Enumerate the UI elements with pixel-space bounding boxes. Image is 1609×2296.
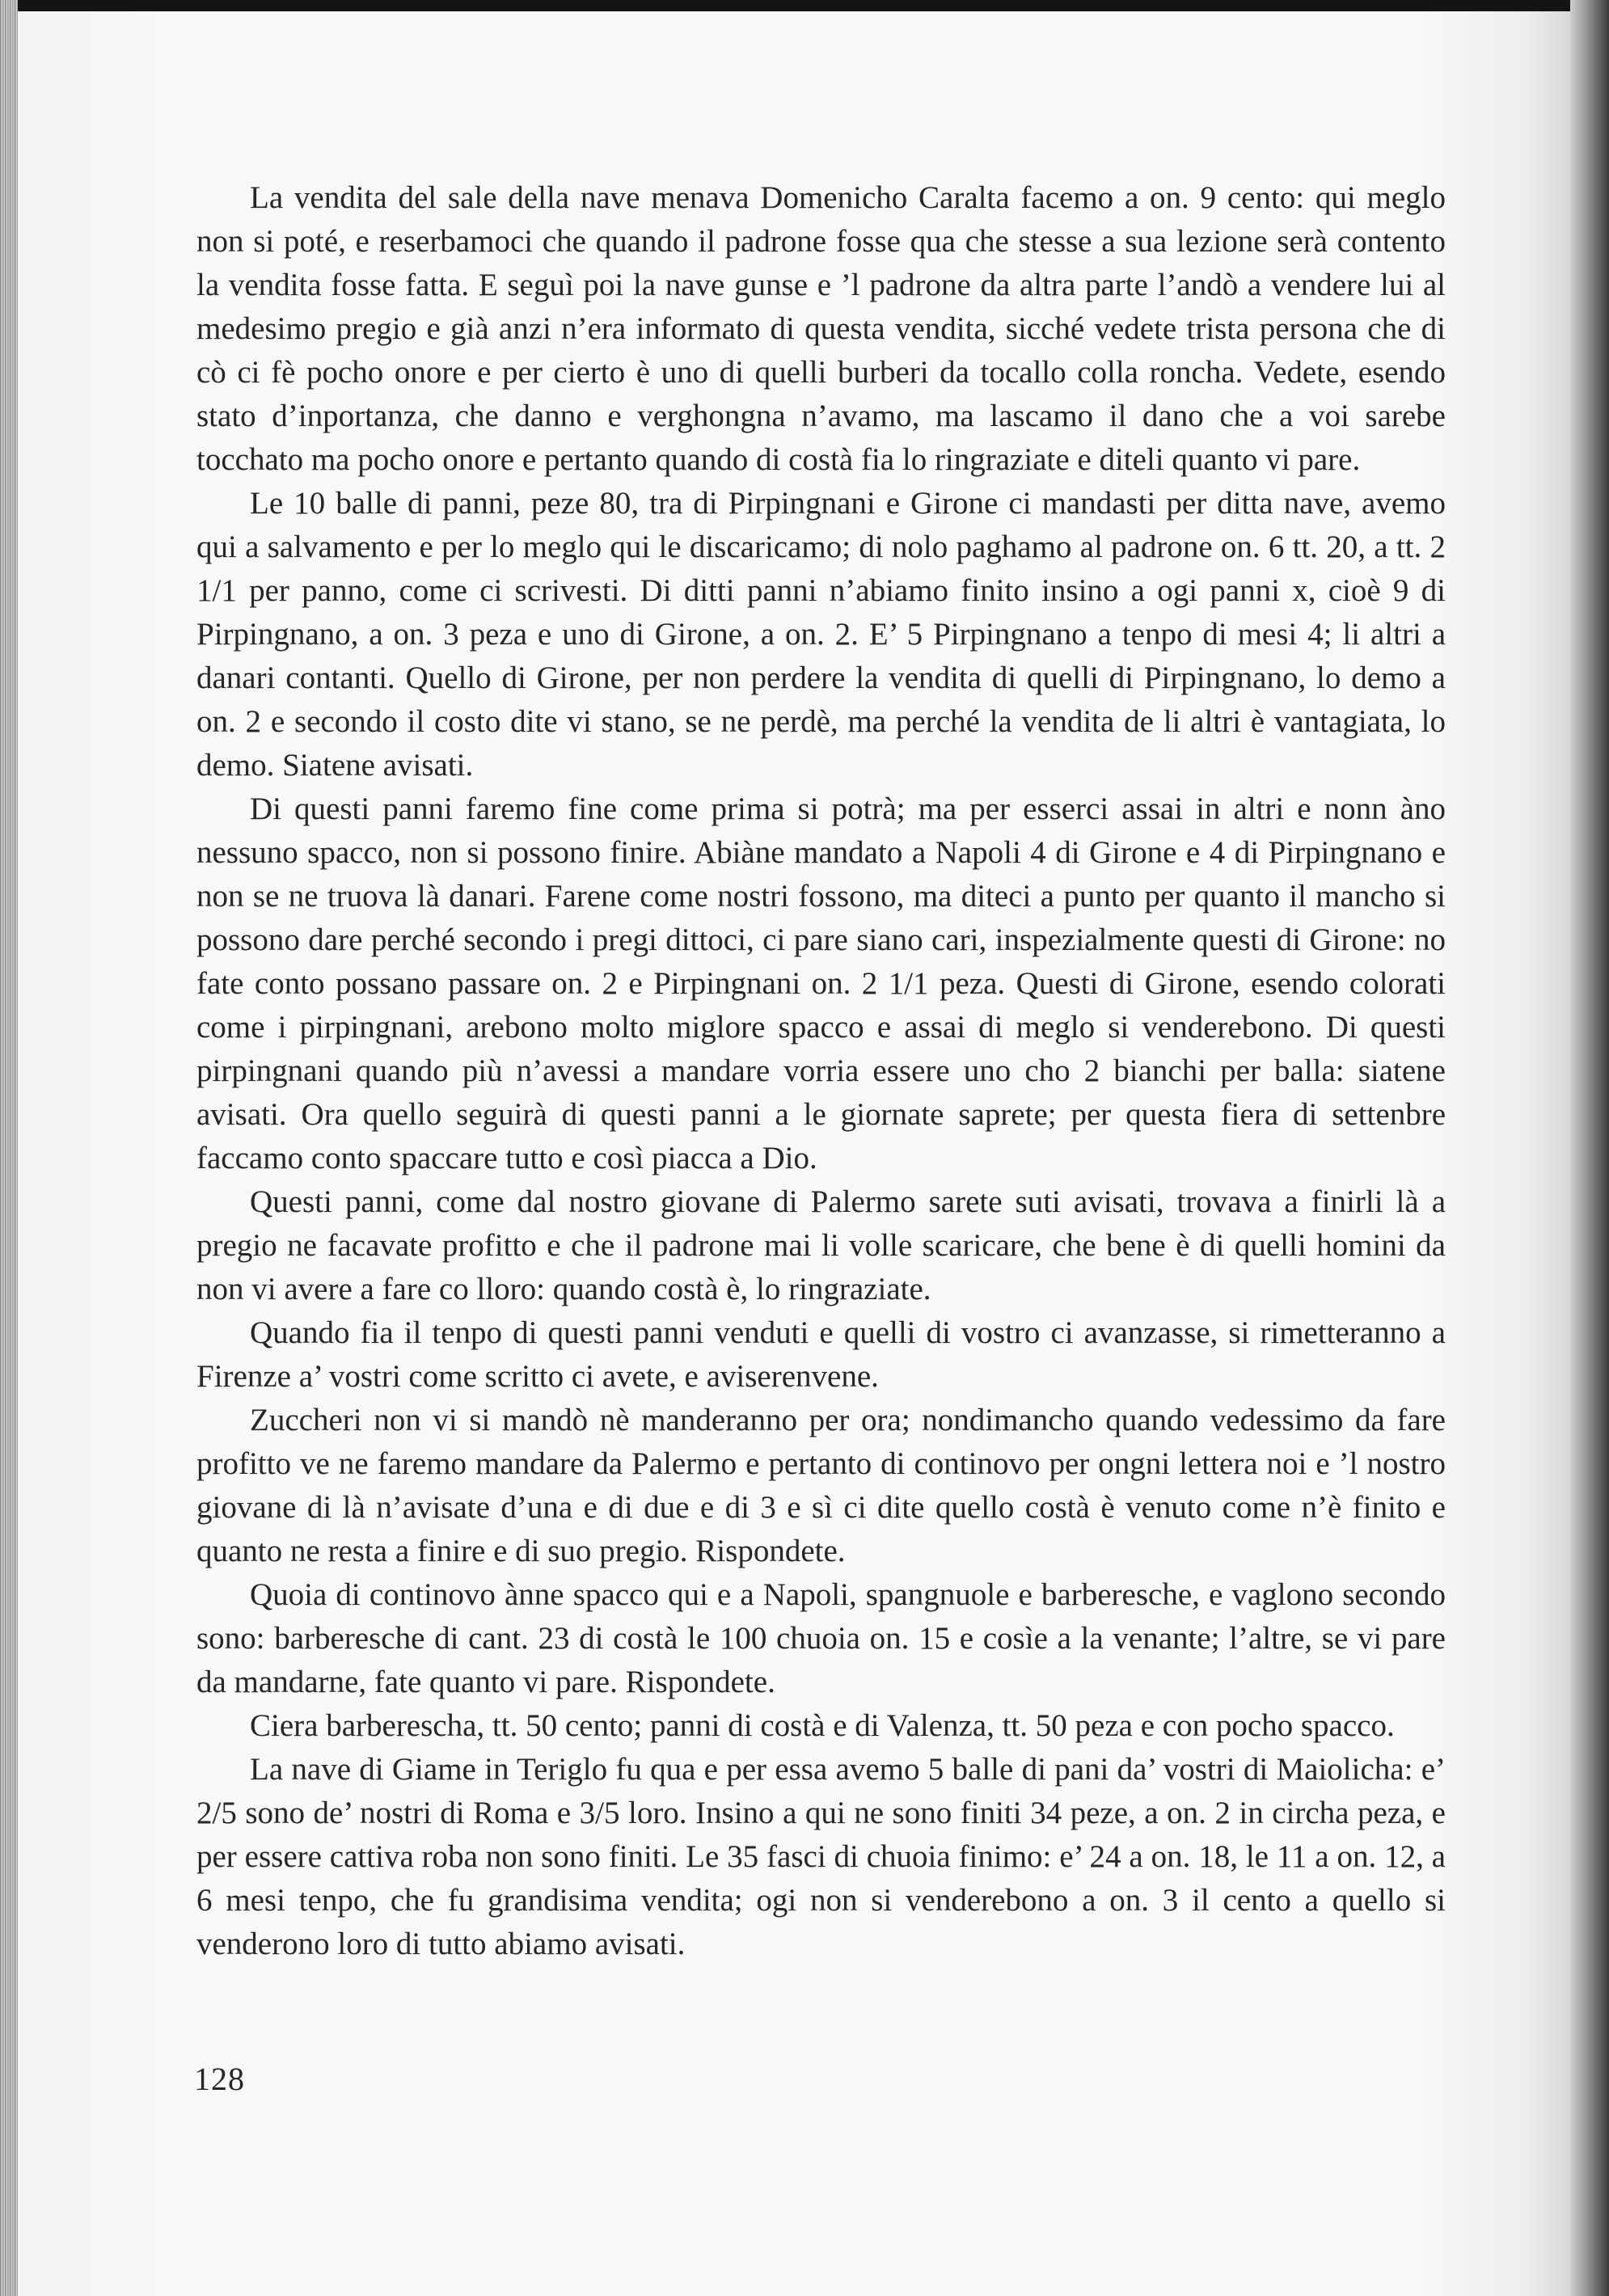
scan-top-border xyxy=(0,0,1609,11)
page-number: 128 xyxy=(194,2061,245,2097)
book-gutter xyxy=(1570,0,1609,2296)
paragraph: La nave di Giame in Teriglo fu qua e per essa avemo 5 balle di pani da’ vostri di Maiolicha: e’ 2/5 sono de’ nostri di Roma e 3/5 loro. Insino a qui ne sono finiti 34 peze, a on. 2 in circha peza, e per essere cattiva roba non sono finiti. Le 35 fasci di chuoia finimo: e’ 24 a on. 18, le 11 a on. 12, a 6 mesi tenpo, che fu grandisima vendita; ogi non si venderebono a on. 3 il cento a quello si venderono loro di tutto abiamo avisati. xyxy=(196,1752,1446,1961)
paragraph: Questi panni, come dal nostro giovane di Palermo sarete suti avisati, trovava a finirli là a pregio ne facavate profitto e che il padrone mai li volle scaricare, che bene è di quelli homini da non vi avere a fare co lloro: quando costà è, lo ringraziate. xyxy=(196,1184,1446,1306)
paragraph: Zuccheri non vi si mandò nè manderanno per ora; nondimancho quando vedessimo da fare profitto ve ne faremo mandare da Palermo e pertanto di continovo per ongni lettera noi e ’l nostro giovane di là n’avisate d’una e di due e di 3 e sì ci dite quello costà è venuto come n’è finito e quanto ne resta a finire e di suo pregio. Rispondete. xyxy=(196,1403,1446,1568)
paragraph: Quando fia il tenpo di questi panni venduti e quelli di vostro ci avanzasse, si rimetteranno a Firenze a’ vostri come scritto ci avete, e aviserenvene. xyxy=(196,1315,1446,1394)
body-text xyxy=(196,176,1446,1966)
paragraph: La vendita del sale della nave menava Domenicho Caralta facemo a on. 9 cento: qui meglo non si poté, e reserbamoci che quando il padrone fosse qua che stesse a sua lezione serà contento la vendita fosse fatta. E seguì poi la nave gunse e ’l padrone da altra parte l’andò a vendere lui al medesimo pregio e già anzi n’era informato di questa vendita, sicché vedete trista persona che di cò ci fè pocho onore e per cierto è uno di quelli burberi da tocallo colla roncha. Vedete, esendo stato d’inportanza, che danno e verghongna n’avamo, ma lascamo il dano che a voi sarebe tocchato ma pocho onore e pertanto quando di costà fia lo ringraziate e diteli quanto vi pare. xyxy=(196,180,1446,477)
paragraph: Quoia di continovo ànne spacco qui e a Napoli, spangnuole e barberesche, e vaglono secondo sono: barberesche di cant. 23 di costà le 100 chuoia on. 15 e cosìe a la venante; l’altre, se vi pare da mandarne, fate quanto vi pare. Rispondete. xyxy=(196,1577,1446,1699)
paragraph: Di questi panni faremo fine come prima si potrà; ma per esserci assai in altri e nonn àno nessuno spacco, non si possono finire. Abiàne mandato a Napoli 4 di Girone e 4 di Pirpingnano e non se ne truova là danari. Farene come nostri fossono, ma diteci a punto per quanto il mancho si possono dare perché secondo i pregi dittoci, ci pare siano cari, inspezialmente questi di Girone: no fate conto possano passare on. 2 e Pirpingnani on. 2 1/1 peza. Questi di Girone, esendo colorati come i pirpingnani, arebono molto miglore spacco e assai di meglo si venderebono. Di questi pirpingnani quando più n’avessi a mandare vorria essere uno cho 2 bianchi per balla: siatene avisati. Ora quello seguirà di questi panni a le giornate saprete; per questa fiera di settenbre faccamo conto spaccare tutto e così piacca a Dio. xyxy=(196,791,1446,1175)
book-page-edges xyxy=(0,0,18,2296)
paragraph: Le 10 balle di panni, peze 80, tra di Pirpingnani e Girone ci mandasti per ditta nave, avemo qui a salvamento e per lo meglo qui le discaricamo; di nolo paghamo al padrone on. 6 tt. 20, a tt. 2 1/1 per panno, come ci scrivesti. Di ditti panni n’abiamo finito insino a ogi panni x, cioè 9 di Pirpingnano, a on. 3 peza e uno di Girone, a on. 2. E’ 5 Pirpingnano a tenpo di mesi 4; li altri a danari contanti. Quello di Girone, per non perdere la vendita di quelli di Pirpingnano, lo demo a on. 2 e secondo il costo dite vi stano, se ne perdè, ma perché la vendita de li altri è vantagiata, lo demo. Siatene avisati. xyxy=(196,486,1446,783)
paragraph: Ciera barberescha, tt. 50 cento; panni di costà e di Valenza, tt. 50 peza e con pocho spacco. xyxy=(250,1708,1395,1743)
